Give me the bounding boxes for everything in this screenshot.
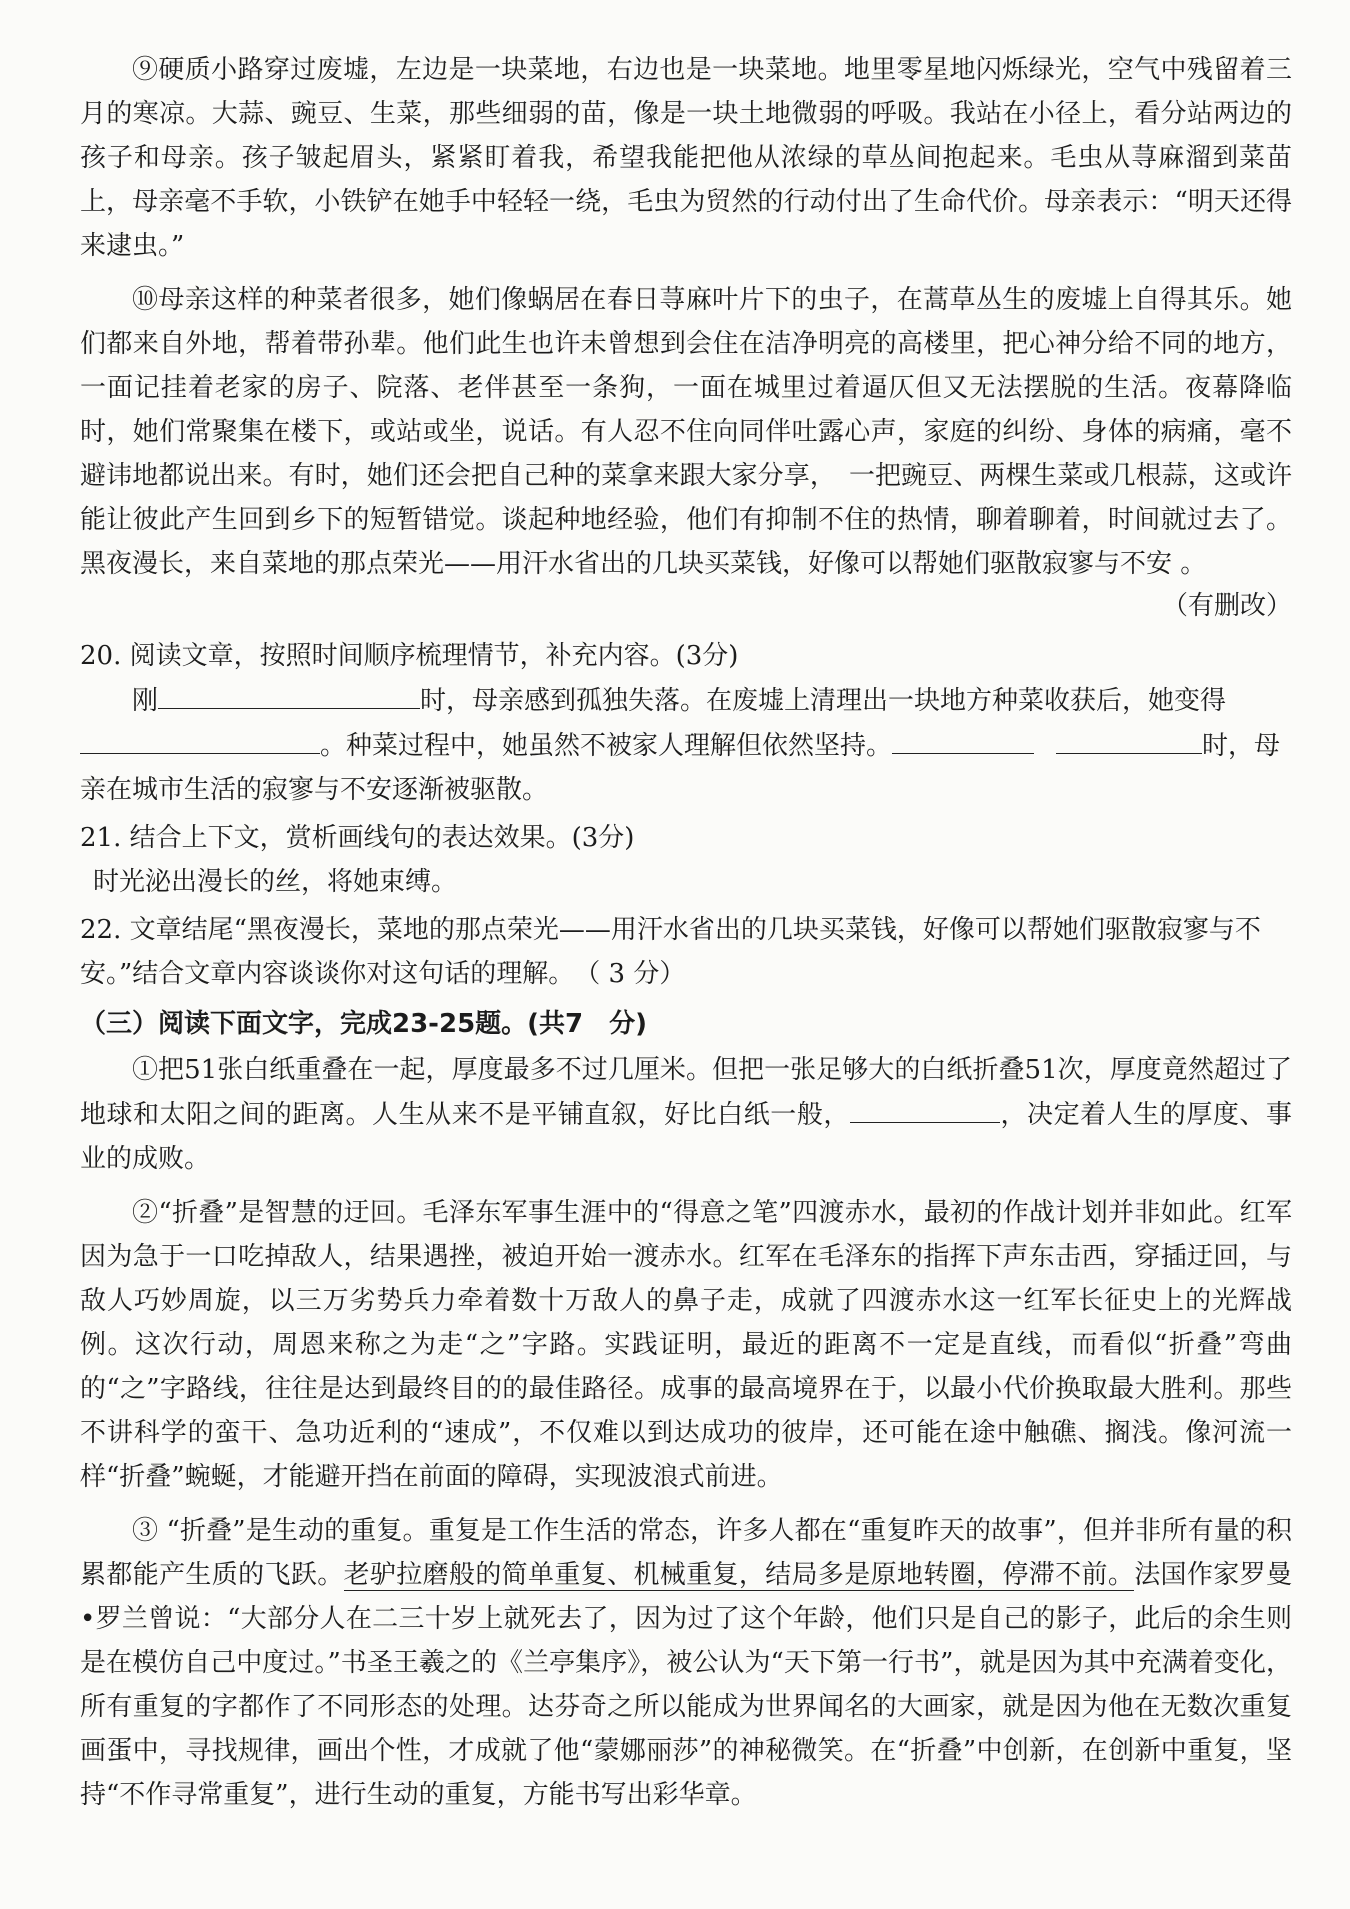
section-3-paragraph-1 <box>80 1048 1292 1181</box>
question-20-body <box>80 678 1292 812</box>
s3-p3-text-a: ③ “折叠”是生动的重复。重复是工作生活的常态，许多人都在“重复昨天的故事”，但并非所有量的积累都能产生质的飞跃。 <box>80 1516 1292 1590</box>
question-20 <box>80 634 1292 812</box>
s3-p1-text-b: ，决定着人生的厚度、事业的成败。 <box>80 1100 1292 1174</box>
paragraph-10: ⑩母亲这样的种菜者很多，她们像蜗居在春日荨麻叶片下的虫子，在蒿草丛生的废墟上自得其乐。她们都来自外地，帮着带孙辈。他们此生也许未曾想到会住在洁净明亮的高楼里，把心神分给不同的地方，一面记挂着老家的房子、院落、老伴甚至一条狗，一面在城里过着逼仄但又无法摆脱的生活。夜幕降临时，她们常聚集在楼下，或站或坐，说话。有人忍不住向同伴吐露心声，家庭的纠纷、身体的病痛，毫不避讳地都说出来。有时，她们还会把自己种的菜拿来跟大家分享， 一把豌豆、两棵生菜或几根蒜，这或许能让彼此产生回到乡下的短暂错觉。谈起种地经验，他们有抑制不住的热情，聊着聊着，时间就过去了。黑夜漫长，来自菜地的那点荣光——用汗水省出的几块买菜钱，好像可以帮她们驱散寂寥与不安 。 <box>80 285 1292 579</box>
answer-blank-2[interactable] <box>80 723 320 754</box>
section-3-paragraph-3 <box>80 1509 1292 1817</box>
q20-text-2: 时，母亲感到孤独失落。在废墟上清理出一块地方种菜收获后，她变得 <box>420 686 1227 716</box>
underlined-sentence: 老驴拉磨般的简单重复、机械重复，结局多是原地转圈，停滞不前。 <box>343 1560 1135 1590</box>
answer-blank-5[interactable] <box>850 1092 1000 1123</box>
answer-blank-3[interactable] <box>892 723 1034 754</box>
question-20-stem: 20. 阅读文章，按照时间顺序梳理情节，补充内容。(3分) <box>80 641 739 671</box>
answer-blank-1[interactable] <box>158 678 420 709</box>
question-21 <box>80 816 1292 904</box>
question-21-stem: 21. 结合上下文，赏析画线句的表达效果。(3分) <box>80 823 635 853</box>
section-3-heading: （三）阅读下面文字，完成23-25题。(共7 分) <box>80 1009 648 1039</box>
q20-text-3: 。种菜过程中，她虽然不被家人理解但依然坚持。 <box>320 731 893 761</box>
q20-text-4: 时，母亲在城市生活的寂寥与不安逐渐被驱散。 <box>80 731 1281 805</box>
paragraph-9: ⑨硬质小路穿过废墟，左边是一块菜地，右边也是一块菜地。地里零星地闪烁绿光，空气中残留着三月的寒凉。大蒜、豌豆、生菜，那些细弱的苗，像是一块土地微弱的呼吸。我站在小径上，看分站两边的孩子和母亲。孩子皱起眉头，紧紧盯着我，希望我能把他从浓绿的草丛间抱起来。毛虫从荨麻溜到菜苗上，母亲毫不手软，小铁铲在她手中轻轻一绕，毛虫为贸然的行动付出了生命代价。母亲表示：“明天还得来逮虫。” <box>80 55 1292 261</box>
s3-p1-text-a: ①把51张白纸重叠在一起，厚度最多不过几厘米。但把一张足够大的白纸折叠51次，厚度竟然超过了地球和太阳之间的距离。人生从来不是平铺直叙，好比白纸一般， <box>80 1055 1292 1130</box>
section-3-paragraph-2: ②“折叠”是智慧的迂回。毛泽东军事生涯中的“得意之笔”四渡赤水，最初的作战计划并非如此。红军因为急于一口吃掉敌人，结果遇挫，被迫开始一渡赤水。红军在毛泽东的指挥下声东击西，穿插迂回，与敌人巧妙周旋，以三万劣势兵力牵着数十万敌人的鼻子走，成就了四渡赤水这一红军长征史上的光辉战例。这次行动，周恩来称之为走“之”字路。实践证明，最近的距离不一定是直线，而看似“折叠”弯曲的“之”字路线，往往是达到最终目的的最佳路径。成事的最高境界在于，以最小代价换取最大胜利。那些不讲科学的蛮干、急功近利的“速成”，不仅难以到达成功的彼岸，还可能在途中触礁、搁浅。像河流一样“折叠”蜿蜒，才能避开挡在前面的障碍，实现波浪式前进。 <box>80 1198 1292 1492</box>
question-22 <box>80 908 1292 996</box>
answer-blank-4[interactable] <box>1056 723 1202 754</box>
s3-p3-text-b: 法国作家罗曼 •罗兰曾说：“大部分人在二三十岁上就死去了，因为过了这个年龄，他们只是自己的影子，此后的余生则是在模仿自己中度过。”书圣王羲之的《兰亭集序》，被公认为“天下第一行书”，就是因为其中充满着变化，所有重复的字都作了不同形态的处理。达芬奇之所以能成为世界闻名的大画家，就是因为他在无数次重复画蛋中，寻找规律，画出个性，才成就了他“蒙娜丽莎”的神秘微笑。在“折叠”中创新，在创新中重复，坚持“不作寻常重复”，进行生动的重复，方能书写出彩华章。 <box>80 1560 1292 1810</box>
question-21-quote: 时光泌出漫长的丝，将她束缚。 <box>93 867 458 897</box>
source-note: （有删改） <box>1161 591 1292 621</box>
question-22-stem: 22. 文章结尾“黑夜漫长，菜地的那点荣光——用汗水省出的几块买菜钱，好像可以帮她们驱散寂寥与不安。”结合文章内容谈谈你对这句话的理解。 （ 3 分） <box>80 915 1261 989</box>
q20-text-1: 刚 <box>132 686 159 716</box>
